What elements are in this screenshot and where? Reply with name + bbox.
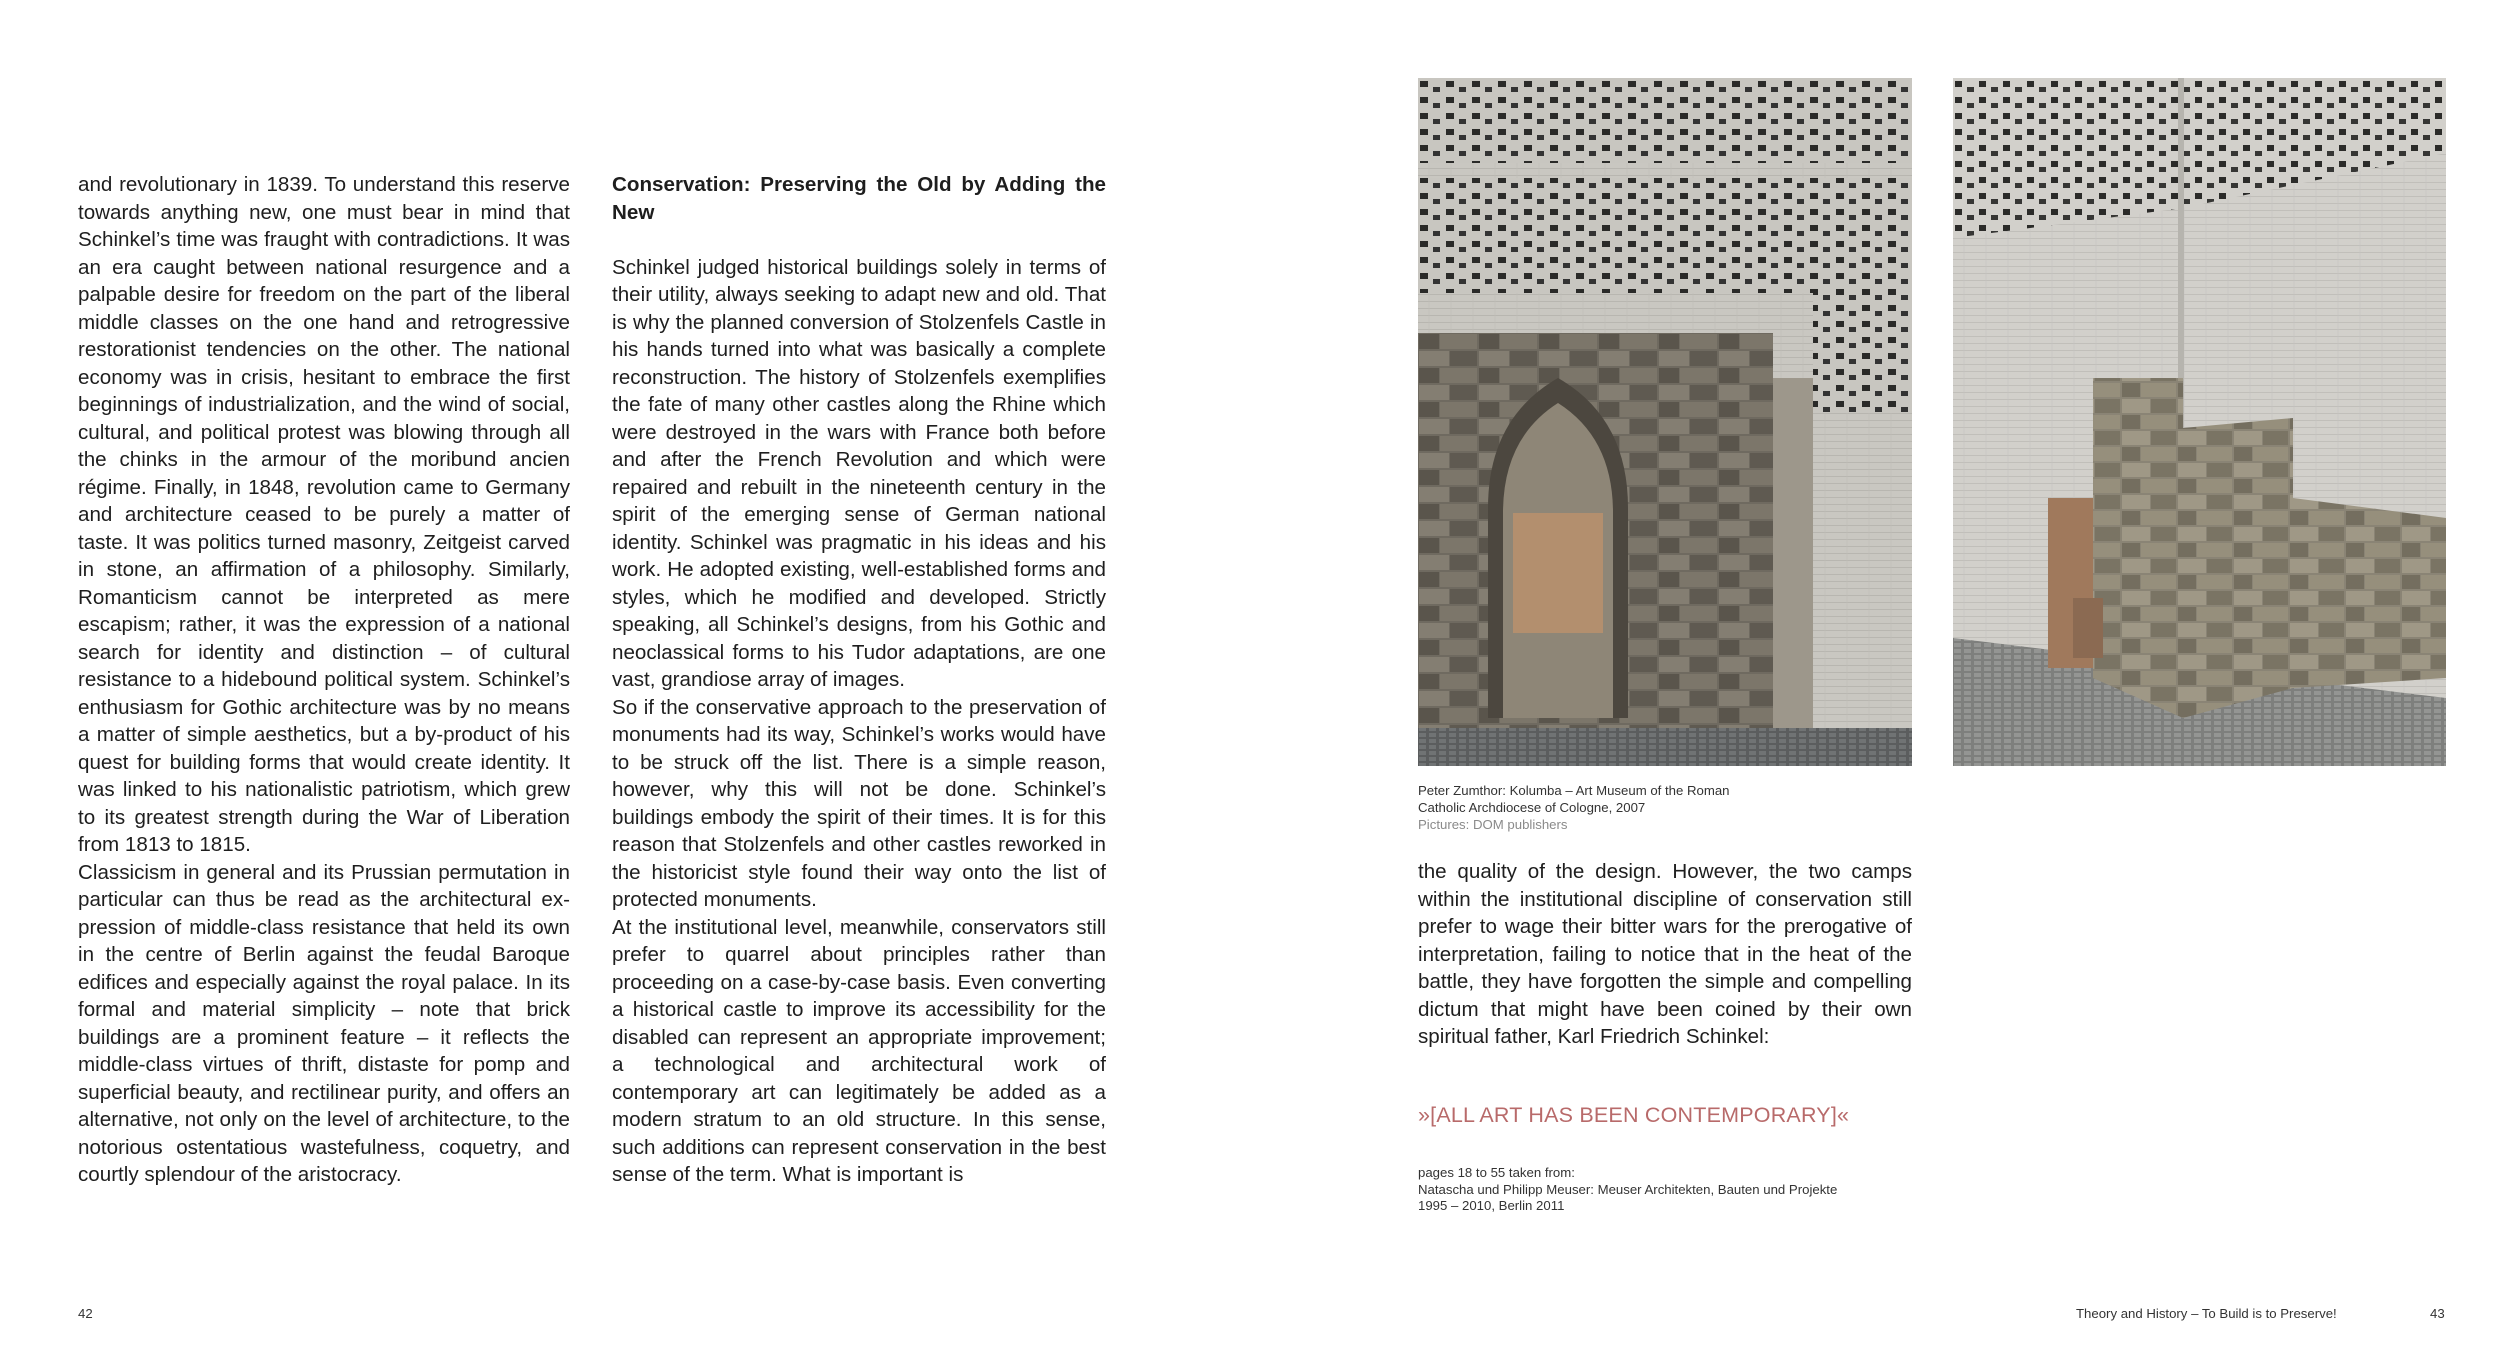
source-note: [1418, 1165, 1938, 1215]
paragraph: Schinkel judged historical buildings solely in terms of their utility, always seeking to adapt new and old. That is why the planned conversion of Stolzenfels Castle in his hands turned into what was basically a complete reconstruction. The history of Stolzenfels exemplifies the fate of many other castles along the Rhine which were destroyed in the wars with France both before and after the French Revolution and which were repaired and rebuilt in the nineteenth century in the spirit of the emerging sense of German national identity. Schinkel was pragmatic in his ideas and his work. He adopted existing, well-established forms and styles, which he modified and developed. Strictly speaking, all Schinkel’s designs, from his Gothic and neoclassical forms to his Tudor adaptations, are one vast, grandiose array of images.: [612, 255, 1106, 691]
paragraph: the quality of the design. However, the two camps within the institutional discipline of conservation still prefer to wage their bitter wars for the prerogative of interpretation, failing to notice that in the heat of the battle, they have forgotten the simple and compelling dictum that might have been coined by their own spiritual father, Karl Friedrich Schinkel:: [1418, 860, 1912, 1048]
paragraph: and revolutionary in 1839. To understand this reserve towards anything new, one must bear in mind that Schinkel’s time was fraught with contradictions. It was an era caught between national resurgence and a palpable desire for freedom on the part of the liberal middle classes on the one hand and retrogressive restorationist tendencies on the other. The national economy was in crisis, hesitant to embrace the first beginnings of industrialization, and the wind of social, cultural, and political protest was blowing through all the chinks in the armour of the moribund ancien régime. Finally, in 1848, revolution came to Germany and architecture ceased to be purely a matter of taste. It was politics turned masonry, Zeitgeist carved in stone, an affirmation of a philosophy. Similarly, Romanticism cannot be interpreted as mere escapism; rather, it was the expression of a national search for identity and distinction – of cultural resistance to a hidebound political system. Schinkel’s enthusiasm for Gothic architecture was by no means a matter of simple aesthetics, but a by-product of his quest for building forms that would create identity. It was linked to his nationalistic patriotism, which grew to its greatest strength during the War of Liberation from 1813 to 1815.: [78, 173, 570, 856]
section-heading: Conservation: Preserving the Old by Adding the New: [612, 173, 1106, 224]
paragraph: At the institutional level, meanwhile, conservators still prefer to quarrel about principles rather than proceeding on a case-by-case basis. Even converting a historical castle to improve its accessibility for the disabled can represent an appropriate improvement; a technological and architectural work of contemporary art can legitimately be added as a modern stratum to an old structure. In this sense, such additions can represent conservation in the best sense of the term. What is important is: [612, 915, 1106, 1186]
photo-kolumba-corner: [1953, 78, 2446, 766]
source-line: pages 18 to 55 taken from:: [1418, 1165, 1575, 1180]
paragraph: So if the conservative approach to the preservation of monuments had its way, Schinkel’s works would have to be struck off the list. There is a simple reason, however, why this will not be done. Schinkel’s buildings embody the spirit of their times. It is for this reason that Stolzenfels and other castles reworked in the historicist style found their way onto the list of protected monuments.: [612, 695, 1106, 911]
caption-line: Peter Zumthor: Kolumba – Art Museum of the Roman: [1418, 783, 1730, 798]
photo-credit: Pictures: DOM publishers: [1418, 817, 1568, 832]
source-line: 1995 – 2010, Berlin 2011: [1418, 1198, 1565, 1213]
photo-kolumba-facade: [1418, 78, 1912, 766]
running-head: Theory and History – To Build is to Preserve!: [2076, 1306, 2337, 1321]
paragraph: Classicism in general and its Prussian permutation in particular can thus be read as the architectural expression of middle-class resistance that held its own in the centre of Berlin against the feudal Baroque edifices and especially against the royal palace. In its formal and material simplicity – note that brick buildings are a prominent feature – it reflects the middle-class virtues of thrift, distaste for pomp and superficial beauty, and rectilinear purity, and offers an alternative, not only on the level of architecture, to the notorious ostentatious wastefulness, coquetry, and courtly splendour of the aristocracy.: [78, 860, 570, 1186]
pull-quote: »[ALL ART HAS BEEN CONTEMPORARY]«: [1418, 1103, 1850, 1127]
page-number-left: 42: [78, 1306, 93, 1321]
body-column-2: [612, 171, 1106, 1189]
source-line: Natascha und Philipp Meuser: Meuser Architekten, Bauten und Projekte: [1418, 1181, 1838, 1197]
body-column-1: [78, 171, 570, 1189]
caption-line: Catholic Archdiocese of Cologne, 2007: [1418, 800, 1646, 815]
photo-caption: [1418, 782, 1912, 833]
body-column-3: [1418, 858, 1912, 1051]
page-number-right: 43: [2430, 1306, 2445, 1321]
